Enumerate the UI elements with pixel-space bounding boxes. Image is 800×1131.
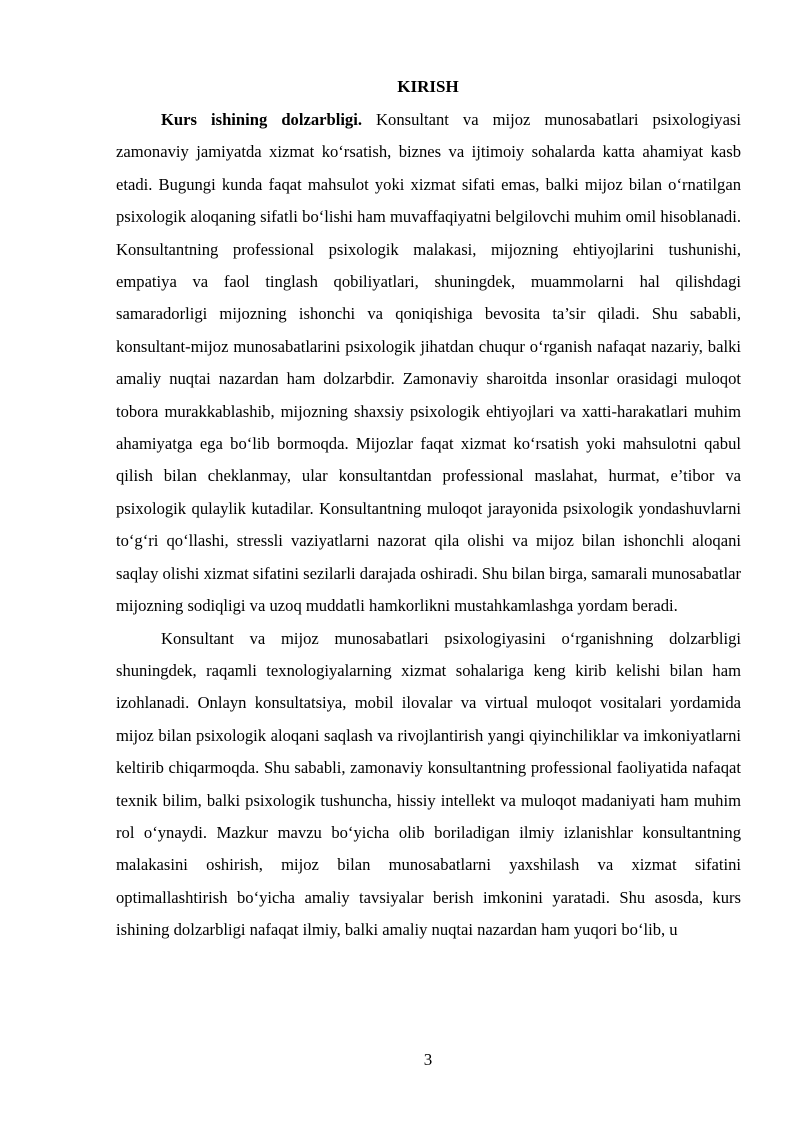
paragraph-2-text: Konsultant va mijoz munosabatlari psixologiyasini o‘rganishning dolzarbligi shuningdek, raqamli texnologiyalarning xizmat sohalariga keng kirib kelishi bilan ham izohlanadi. Onlayn konsultatsiya, mobil ilovalar va virtual muloqot vositalari yordamida mijoz bilan psixologik aloqani saqlash va rivojlantirish yangi qiyinchiliklar va imkoniyatlarni keltirib chiqarmoqda. Shu sababli, zamonaviy konsultantning professional faoliyatida nafaqat texnik bilim, balki psixologik tushuncha, hissiy intellekt va muloqot madaniyati ham muhim rol o‘ynaydi. Mazkur mavzu bo‘yicha olib boriladigan ilmiy izlanishlar konsultantning malakasini oshirish, mijoz bilan munosabatlarni yaxshilash va xizmat sifatini optimallashtirish bo‘yicha amaliy tavsiyalar berish imkonini yaratadi. Shu asosda, kurs ishining dolzarbligi nafaqat ilmiy, balki amaliy nuqtai nazardan ham yuqori bo‘lib, u: [116, 628, 741, 940]
page-number: 3: [423, 1050, 433, 1069]
paragraph-lead: Kurs ishining dolzarbligi.: [161, 110, 362, 129]
paragraph-relevance: [116, 104, 741, 623]
paragraph-1-text: Konsultant va mijoz munosabatlari psixologiyasi zamonaviy jamiyatda xizmat ko‘rsatish, biznes va ijtimoiy sohalarda katta ahamiyat kasb etadi. Bugungi kunda faqat mahsulot yoki xizmat sifati emas, balki mijoz bilan o‘rnatilgan psixologik aloqaning sifatli bo‘lishi ham muvaffaqiyatni belgilovchi muhim omil hisoblanadi. Konsultantning professional psixologik malakasi, mijozning ehtiyojlarini tushunishi, empatiya va faol tinglash qobiliyatlari, shuningdek, muammolarni hal qilishdagi samaradorligi mijozning ishonchi va qoniqishiga bevosita ta’sir qiladi. Shu sababli, konsultant-mijoz munosabatlarini psixologik jihatdan chuqur o‘rganish nafaqat nazariy, balki amaliy nuqtai nazardan ham dolzarbdir. Zamonaviy sharoitda insonlar orasidagi muloqot tobora murakkablashib, mijozning shaxsiy psixologik ehtiyojlari va xatti-harakatlari muhim ahamiyatga ega bo‘lib bormoqda. Mijozlar faqat xizmat ko‘rsatish yoki mahsulotni qabul qilish bilan cheklanmay, ular konsultantdan professional maslahat, hurmat, e’tibor va psixologik qulaylik kutadilar. Konsultantning muloqot jarayonida psixologik yondashuvlarni to‘g‘ri qo‘llashi, stressli vaziyatlarni nazorat qila olishi va mijoz bilan ishonchli aloqani saqlay olishi xizmat sifatini sezilarli darajada oshiradi. Shu bilan birga, samarali munosabatlar mijozning sodiqligi va uzoq muddatli hamkorlikni mustahkamlashga yordam beradi.: [116, 110, 742, 616]
section-heading: KIRISH: [397, 77, 459, 96]
body-text: [116, 104, 741, 947]
paragraph-second: [116, 623, 741, 947]
